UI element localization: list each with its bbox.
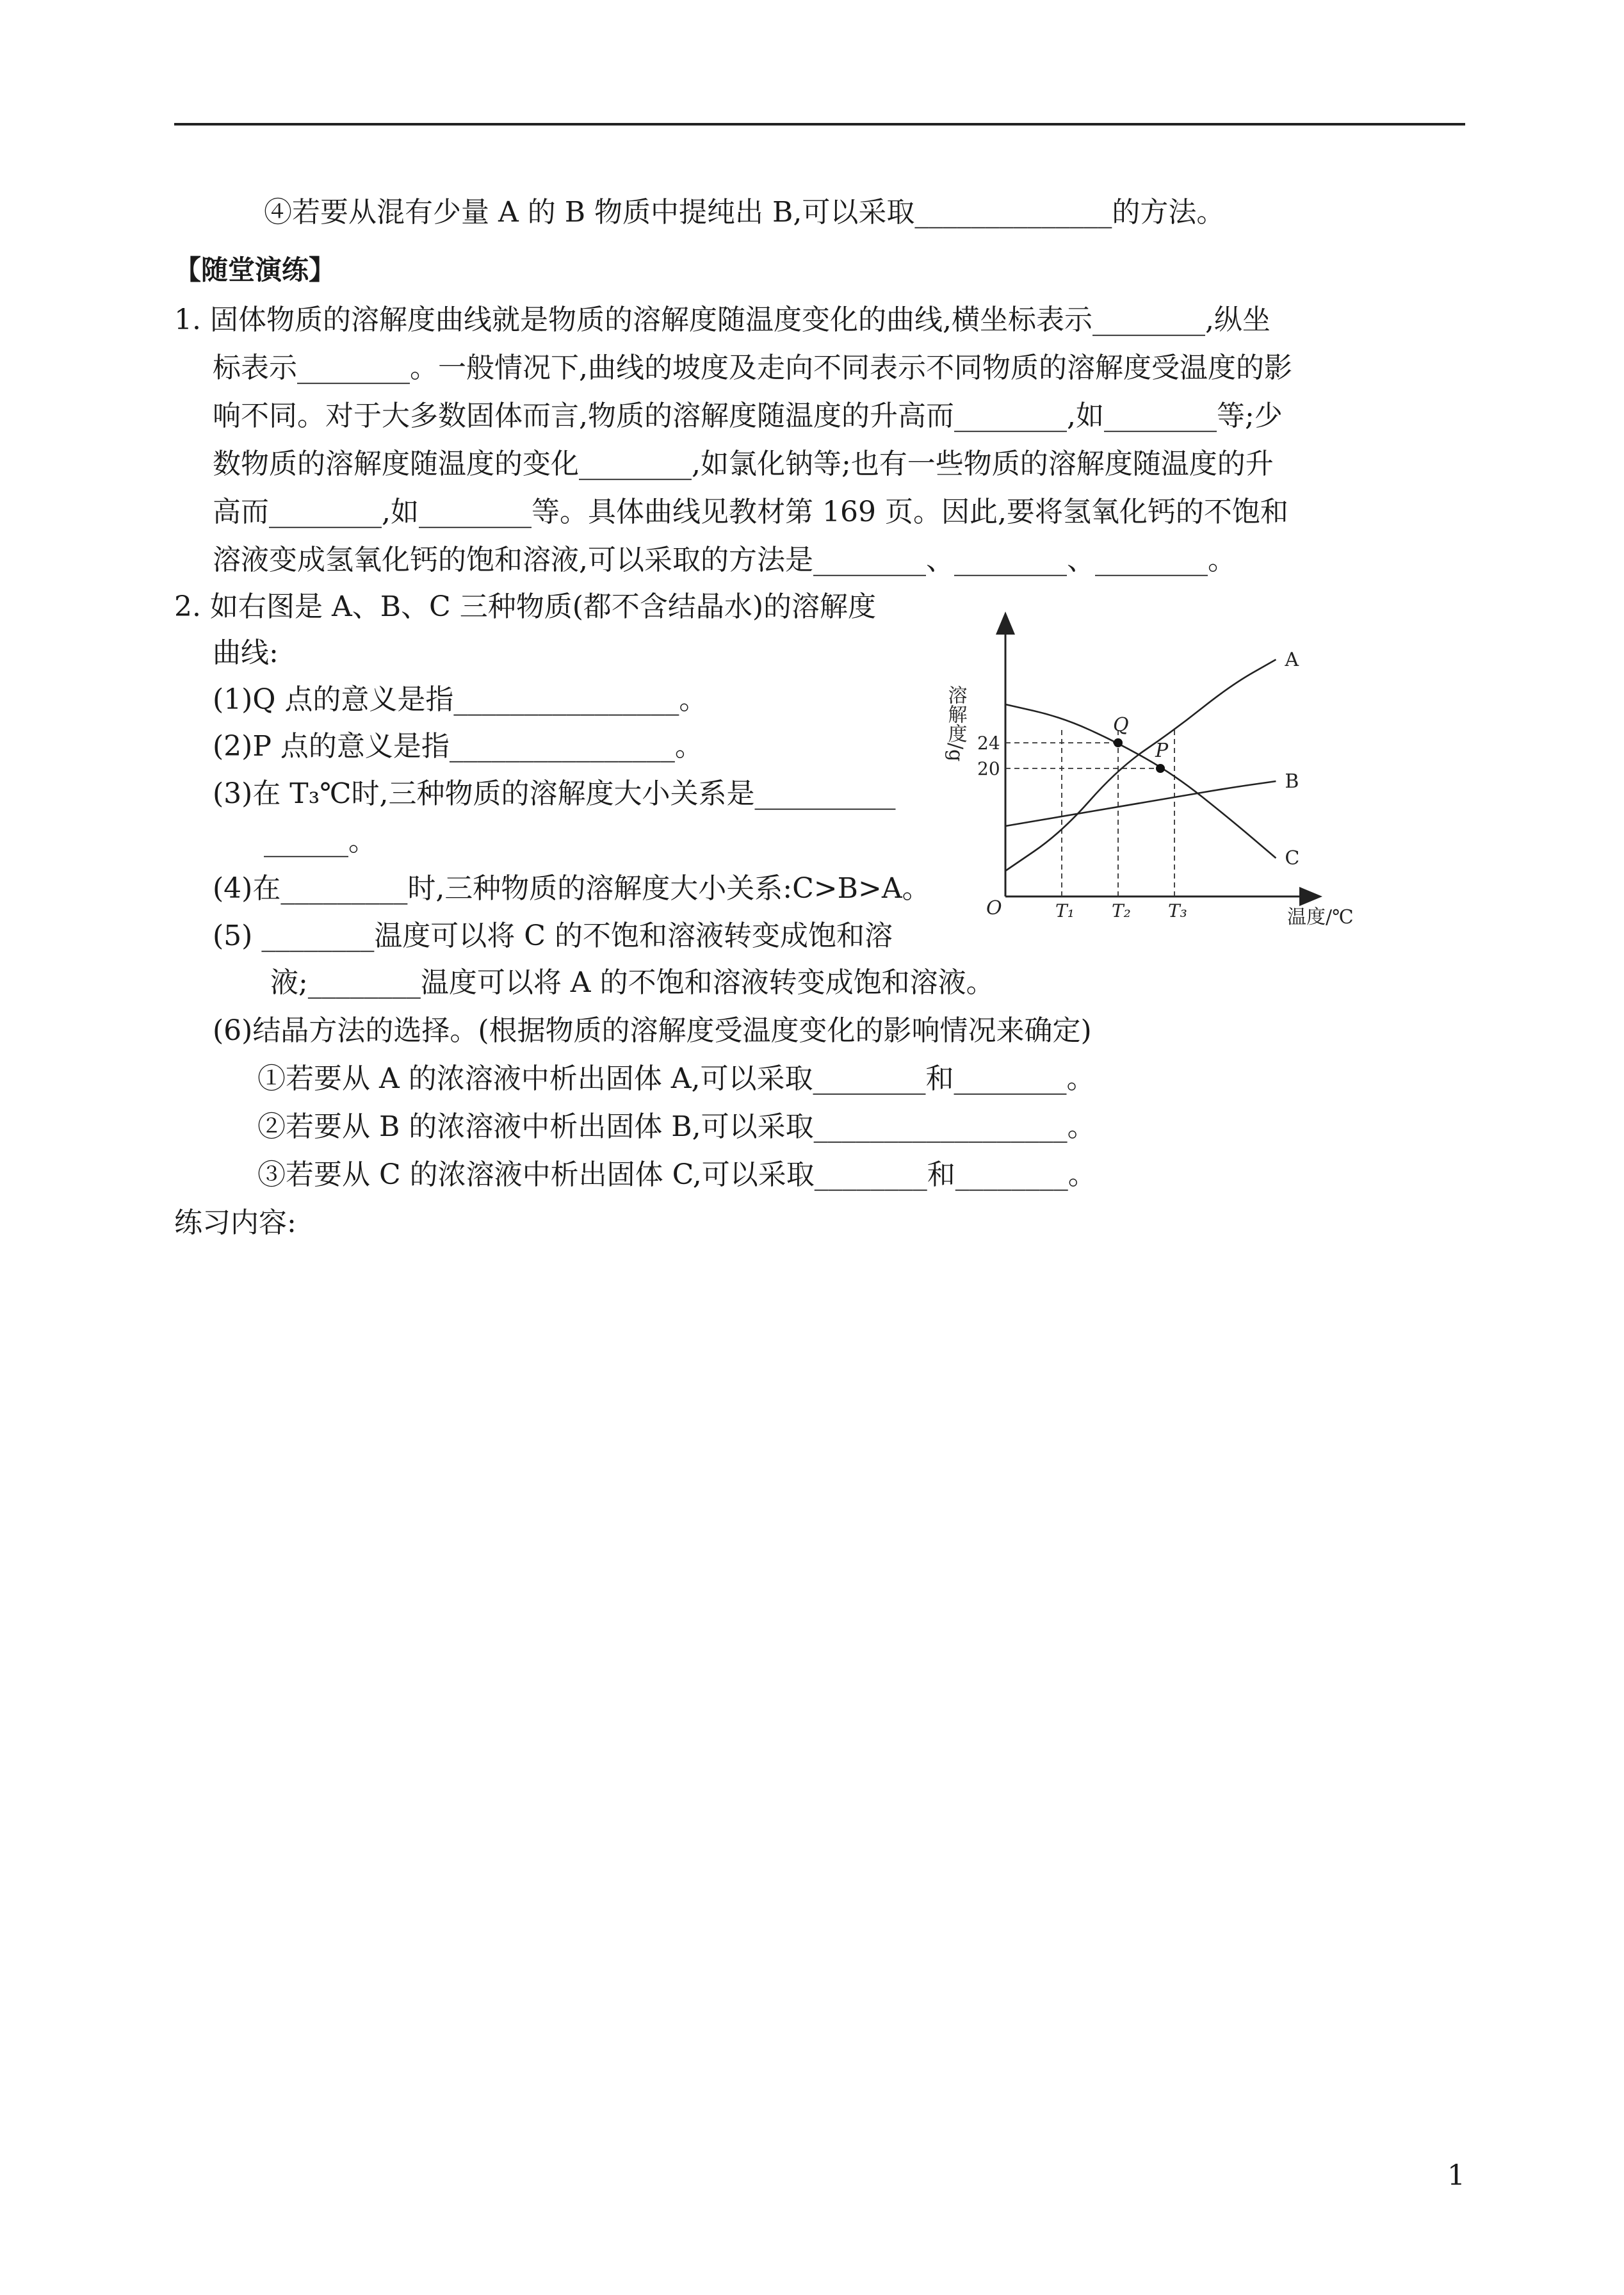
question-2-line-2: 曲线: — [213, 637, 279, 669]
series-line-a — [1005, 660, 1276, 871]
solubility-chart — [944, 589, 1383, 935]
practice-label: 练习内容: — [174, 1206, 296, 1239]
question-1-line-2: 标表示________。一般情况下,曲线的坡度及走向不同表示不同物质的溶解度受温度的影 — [213, 352, 1292, 384]
question-2-line-1: 2. 如右图是 A、B、C 三种物质(都不含结晶水)的溶解度 — [174, 590, 877, 623]
question-2-line-11: ①若要从 A 的浓溶液中析出固体 A,可以采取________和________。 — [257, 1062, 1095, 1095]
solubility-chart-svg — [944, 589, 1383, 935]
question-1-line-3: 响不同。对于大多数固体而言,物质的溶解度随温度的升高而________,如________等;少 — [213, 400, 1283, 432]
question-2-line-9: 液;________温度可以将 A 的不饱和溶液转变成饱和溶液。 — [270, 966, 995, 999]
question-2-line-13: ③若要从 C 的浓溶液中析出固体 C,可以采取________和________。 — [257, 1158, 1096, 1191]
origin-label: O — [986, 897, 1002, 920]
question-1-line-6: 溶液变成氢氧化钙的饱和溶液,可以采取的方法是________、________、________。 — [213, 544, 1236, 576]
question-2-line-4: (2)P 点的意义是指________________。 — [213, 730, 703, 763]
series-label-a: A — [1285, 649, 1299, 671]
y-tick-label-20: 20 — [977, 758, 1000, 779]
point-label-p: P — [1155, 740, 1169, 762]
y-tick-label-24: 24 — [977, 733, 1000, 754]
series-line-b — [1005, 781, 1276, 826]
x-tick-label-t2: T₂ — [1112, 900, 1131, 921]
point-q — [1114, 738, 1123, 747]
question-2-line-3: (1)Q 点的意义是指________________。 — [213, 683, 708, 716]
x-axis-label: 温度/℃ — [1287, 906, 1354, 929]
question-1-line-4: 数物质的溶解度随温度的变化________,如氯化钠等;也有一些物质的溶解度随温度的升 — [213, 448, 1274, 480]
question-2-line-6: ______。 — [264, 825, 377, 857]
y-axis-label: 溶解度/g — [944, 685, 967, 762]
top-rule — [174, 123, 1465, 126]
x-tick-label-t1: T₁ — [1055, 900, 1075, 921]
text-line-l1: ④若要从混有少量 A 的 B 物质中提纯出 B,可以采取______________的方法。 — [264, 196, 1225, 229]
series-line-c — [1005, 704, 1276, 858]
series-label-b: B — [1285, 770, 1299, 793]
question-2-line-8: (5) ________温度可以将 C 的不饱和溶液转变成饱和溶 — [213, 920, 893, 952]
series-label-c: C — [1285, 847, 1300, 870]
question-2-line-5: (3)在 T₃℃时,三种物质的溶解度大小关系是__________ — [213, 777, 896, 810]
question-1-line-5: 高而________,如________等。具体曲线见教材第 169 页。因此,要将氢氧化钙的不饱和 — [213, 496, 1288, 528]
question-1-line-1: 1. 固体物质的溶解度曲线就是物质的溶解度随温度变化的曲线,横坐标表示________,纵坐 — [174, 304, 1271, 336]
point-p — [1156, 764, 1165, 773]
point-label-q: Q — [1113, 714, 1129, 736]
question-2-line-12: ②若要从 B 的浓溶液中析出固体 B,可以采取__________________。 — [257, 1110, 1096, 1143]
page-number: 1 — [1447, 2159, 1465, 2192]
section-heading: 【随堂演练】 — [174, 254, 336, 286]
x-tick-label-t3: T₃ — [1168, 900, 1187, 921]
question-2-line-7: (4)在_________时,三种物质的溶解度大小关系:C>B>A。 — [213, 872, 930, 905]
question-2-line-10: (6)结晶方法的选择。(根据物质的溶解度受温度变化的影响情况来确定) — [213, 1014, 1092, 1047]
